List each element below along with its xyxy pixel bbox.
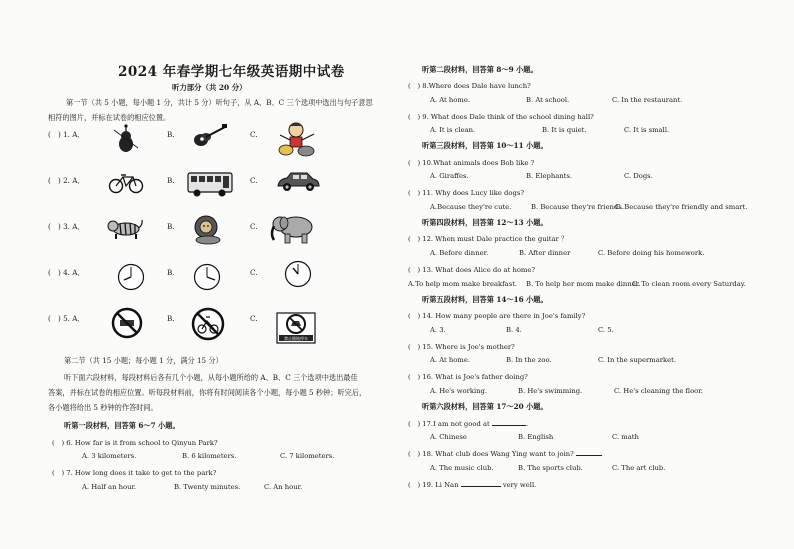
q17-option-b[interactable]: B. English [518, 433, 554, 441]
car-icon[interactable] [275, 170, 321, 194]
q18-option-c[interactable]: C. The art club. [612, 464, 666, 472]
q10-option-b[interactable]: B. Elephants. [526, 172, 573, 180]
q17-option-a[interactable]: A. Chinese [430, 433, 467, 441]
q11-stem: ( ) 11. Why does Lucy like dogs? [408, 189, 524, 197]
q17-option-c[interactable]: C. math [612, 433, 639, 441]
q6-option-a[interactable]: A. 3 kilometers. [82, 452, 137, 460]
no-eating-sign-icon[interactable] [110, 306, 144, 340]
clock-icon[interactable] [283, 259, 313, 289]
q7-stem: ( ) 7. How long does it take to get to the park? [52, 469, 217, 477]
q3-c-label: C. [250, 222, 258, 231]
q11-option-b[interactable]: B. Because they're friends. [531, 203, 624, 211]
section1-intro: 第一节（共 5 小题，每小题 1 分，共计 5 分）听句子，从 A、B、C 三个选项中选出与句子意思 [66, 98, 373, 107]
q12-option-a[interactable]: A. Before dinner. [430, 249, 489, 257]
q6-stem: ( ) 6. How far is it from school to Qinyun Park? [52, 439, 218, 447]
q16-option-c[interactable]: C. He's cleaning the floor. [614, 387, 703, 395]
q4-number: ( ) 4. A． [48, 268, 85, 277]
q2-c-label: C. [250, 176, 258, 185]
q16-stem: ( ) 16. What is Joe's father doing? [408, 373, 528, 381]
q15-option-a[interactable]: A. At home. [430, 356, 471, 364]
q10-option-c[interactable]: C. Dogs. [624, 172, 653, 180]
q12-option-b[interactable]: B. After dinner [519, 249, 571, 257]
q16-option-b[interactable]: B. He's swimming. [518, 387, 583, 395]
q17-answer-blank[interactable] [492, 419, 529, 428]
q8-option-b[interactable]: B. At school. [526, 96, 570, 104]
q5-b-label: B. [167, 314, 175, 323]
q4-b-label: B. [167, 268, 175, 277]
q19-stem-end: very well. [502, 481, 537, 489]
section2-intro-3: 各小题将给出 5 秒钟的作答时间。 [48, 403, 158, 412]
group5-header: 听第五段材料，回答第 14～16 小题。 [422, 295, 548, 304]
section2-header: 第二节（共 15 小题；每小题 1 分，满分 15 分） [64, 356, 223, 365]
bus-icon[interactable] [186, 170, 234, 198]
q7-option-c[interactable]: C. An hour. [264, 483, 303, 491]
q9-option-a[interactable]: A. It is clean. [430, 126, 476, 134]
q9-option-c[interactable]: C. It is small. [624, 126, 670, 134]
q13-option-b[interactable]: B. To help her mom make dinner. [526, 280, 641, 288]
q4-c-label: C. [250, 268, 258, 277]
guitar-icon[interactable] [192, 124, 228, 148]
group3-header: 听第三段材料，回答第 10～11 小题。 [422, 141, 548, 150]
group4-header: 听第四段材料，回答第 12～13 小题。 [422, 218, 548, 227]
q14-option-c[interactable]: C. 5. [598, 326, 614, 334]
q10-option-a[interactable]: A. Giraffes. [430, 172, 469, 180]
q12-stem: ( ) 12. When must Dale practice the guitar ？ [408, 235, 568, 243]
q2-b-label: B. [167, 176, 175, 185]
violin-icon[interactable] [110, 122, 142, 156]
q1-b-label: B. [167, 130, 175, 139]
q3-number: ( ) 3. A． [48, 222, 85, 231]
q11-option-a[interactable]: A.Because they're cute. [430, 203, 512, 211]
page-title: 2024 年春学期七年级英语期中试卷 [118, 64, 345, 80]
page-subtitle: 听力部分（共 20 分） [172, 83, 247, 92]
q9-option-b[interactable]: B. It is quiet. [542, 126, 587, 134]
q16-option-a[interactable]: A. He's working. [430, 387, 488, 395]
q18-option-b[interactable]: B. The sports club. [518, 464, 583, 472]
q18-stem-text: ( ) 18. What club does Wang Ying want to join? [408, 450, 574, 458]
q15-option-b[interactable]: B. In the zoo. [506, 356, 552, 364]
q15-stem: ( ) 15. Where is Joe's mother? [408, 343, 515, 351]
q17-stem-end: . [525, 420, 529, 428]
q5-number: ( ) 5. A． [48, 314, 85, 323]
section1-intro-2: 相符的图片，并标在试卷的相应位置。 [48, 113, 171, 122]
q17-stem [408, 418, 528, 428]
q18-option-a[interactable]: A. The music club. [430, 464, 494, 472]
q19-stem [408, 479, 536, 489]
q19-stem-text: ( ) 19. Li Nan [408, 481, 459, 489]
q13-option-a[interactable]: A.To help mom make breakfast. [408, 280, 518, 288]
q8-option-a[interactable]: A. At home. [430, 96, 471, 104]
q7-option-a[interactable]: A. Half an hour. [82, 483, 137, 491]
q18-stem [408, 448, 602, 458]
group1-header: 听第一段材料，回答第 6～7 小题。 [64, 421, 180, 430]
q5-c-label: C. [250, 314, 258, 323]
q14-option-b[interactable]: B. 4. [506, 326, 522, 334]
no-cycling-sign-icon[interactable] [190, 306, 226, 342]
group2-header: 听第二段材料，回答第 8～9 小题。 [422, 65, 538, 74]
elephant-icon[interactable] [268, 212, 318, 246]
q7-option-b[interactable]: B. Twenty minutes. [174, 483, 241, 491]
q2-number: ( ) 2. A． [48, 176, 85, 185]
q15-option-c[interactable]: C. In the supermarket. [598, 356, 677, 364]
q3-b-label: B. [167, 222, 175, 231]
sign-caption: 禁止随地停车 [284, 336, 308, 341]
section2-intro-2: 答案，并标在试卷的相应位置。听每段材料前，你将有时间阅读各个小题，每小题 5 秒钟；听完后， [48, 388, 367, 397]
q13-option-c[interactable]: C. To clean room every Saturday. [632, 280, 746, 288]
q19-answer-blank[interactable] [461, 480, 501, 487]
q9-stem: ( ) 9. What does Dale think of the school dining hall? [408, 113, 594, 121]
lion-icon[interactable] [190, 214, 224, 246]
bicycle-icon[interactable] [108, 172, 144, 194]
q18-answer-blank[interactable] [576, 449, 602, 456]
tiger-icon[interactable] [106, 216, 144, 240]
q14-option-a[interactable]: A. 3. [430, 326, 446, 334]
q10-stem: ( ) 10.What animals does Bob like ? [408, 159, 535, 167]
q6-option-b[interactable]: B. 6 kilometers. [182, 452, 237, 460]
q8-option-c[interactable]: C. In the restaurant. [612, 96, 683, 104]
section2-intro: 听下面六段材料，每段材料后各有几个小题，从每小题所给的 A、B、C 三个选项中选出最佳 [64, 373, 358, 382]
no-parking-sign-icon[interactable] [276, 312, 316, 344]
group6-header: 听第六段材料，回答第 17～20 小题。 [422, 402, 548, 411]
q8-stem: ( ) 8.Where does Dale have lunch? [408, 82, 531, 90]
clock-icon[interactable] [192, 262, 222, 292]
q6-option-c[interactable]: C. 7 kilometers. [280, 452, 335, 460]
drummer-icon[interactable] [276, 120, 320, 160]
q1-c-label: C. [250, 130, 258, 139]
q11-option-c[interactable]: C. Because they're friendly and smart. [615, 203, 748, 211]
q17-stem-text: ( ) 17.I am not good at [408, 420, 490, 428]
q1-number: ( ) 1. A． [48, 130, 85, 139]
q13-stem: ( ) 13. What does Alice do at home? [408, 266, 536, 274]
q14-stem: ( ) 14. How many people are there in Joe's family? [408, 312, 586, 320]
clock-icon[interactable] [116, 262, 146, 292]
q12-option-c[interactable]: C. Before doing his homework. [598, 249, 705, 257]
